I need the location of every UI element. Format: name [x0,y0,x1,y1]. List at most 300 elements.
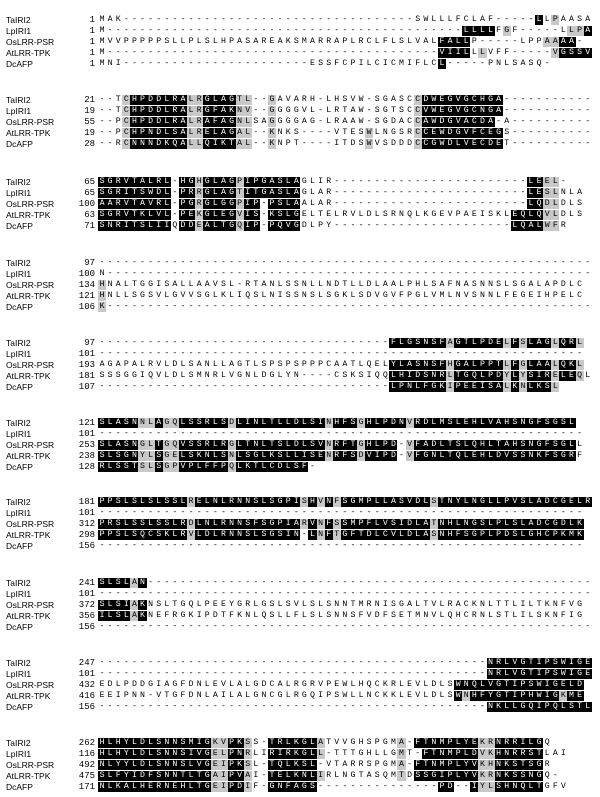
residue: K [504,771,510,780]
residue: - [455,669,461,678]
residue: P [123,680,129,689]
residue: A [131,578,137,587]
residue: - [479,37,485,46]
residue: - [326,15,332,24]
sequence-residues [98,589,592,599]
residue: S [544,418,550,427]
residue: A [520,59,526,68]
sequence-residues [98,15,592,25]
residue: - [423,429,429,438]
residue: - [310,15,315,24]
residue: - [560,578,566,587]
residue: L [212,360,218,369]
residue: S [512,280,518,289]
sequence-residues [98,95,592,105]
residue: - [148,382,154,391]
residue: - [358,589,364,598]
sequence-residues [98,382,559,392]
residue: K [269,128,275,137]
residue: Y [123,738,129,747]
residue: - [156,26,162,35]
residue: P [277,519,283,528]
residue: L [382,497,388,506]
residue: - [447,302,453,311]
residue: G [552,519,558,528]
residue: - [496,302,502,311]
residue: Y [123,760,129,769]
residue: S [245,760,251,769]
alignment-row [0,451,600,461]
residue: - [479,702,485,711]
residue: A [423,440,429,449]
residue: D [140,760,145,769]
residue: - [350,15,356,24]
residue: A [423,519,429,528]
residue: V [504,451,510,460]
residue: G [301,738,307,747]
residue: - [390,622,396,631]
residue: L [415,519,421,528]
residue: C [123,117,129,126]
residue: - [431,658,437,667]
residue: - [277,26,283,35]
residue: L [488,600,493,609]
residue: T [237,95,243,104]
residue: G [488,95,493,104]
residue: L [220,360,226,369]
residue: S [99,578,105,587]
residue: - [293,541,299,550]
residue: E [496,139,502,148]
residue: L [107,760,113,769]
residue: - [285,59,291,68]
residue: - [172,177,178,186]
residue: P [399,382,404,391]
residue: A [180,128,186,137]
residue: S [520,338,526,347]
residue: - [585,128,591,137]
residue: P [488,59,493,68]
residue: - [156,589,162,598]
residue: - [350,221,356,230]
residue: E [156,611,162,620]
residue: L [585,371,591,380]
residue: - [204,702,210,711]
residue: - [528,139,534,148]
residue: S [277,451,283,460]
residue: V [390,291,396,300]
residue: - [358,702,364,711]
residue: - [164,302,170,311]
residue: E [196,221,202,230]
residue: F [560,600,566,609]
residue: - [188,541,194,550]
residue: - [156,59,162,68]
residue: P [156,37,162,46]
sequence-residues [98,302,592,312]
residue: - [560,177,566,186]
residue: - [293,269,299,278]
residue: A [528,221,534,230]
residue: - [99,139,105,148]
residue: C [326,360,332,369]
residue: L [285,440,291,449]
residue: - [326,338,332,347]
residue: - [156,429,162,438]
residue: S [115,600,121,609]
residue: T [334,749,340,758]
residue: - [390,349,396,358]
residue: G [382,95,388,104]
residue: S [390,600,396,609]
residue: E [471,738,477,747]
residue: - [148,338,154,347]
residue: - [261,382,267,391]
residue: - [237,338,243,347]
residue: - [569,117,574,126]
residue: - [479,302,485,311]
residue: N [164,760,170,769]
residue: - [204,429,210,438]
residue: - [585,269,591,278]
alignment-row [0,302,600,312]
residue: D [390,117,396,126]
residue: V [220,680,226,689]
residue: Q [172,440,178,449]
residue: - [326,382,332,391]
residue: A [293,519,299,528]
sequence-name: DcAFP [6,782,33,792]
residue: I [318,771,324,780]
residue: L [447,15,453,24]
residue: - [277,589,283,598]
residue: R [310,680,315,689]
residue: H [310,497,315,506]
residue: C [544,530,550,539]
residue: - [374,269,380,278]
residue: - [512,541,518,550]
residue: - [528,578,534,587]
residue: - [140,658,145,667]
residue: K [479,771,485,780]
residue: A [172,280,178,289]
residue: - [447,622,453,631]
residue: D [544,497,550,506]
residue: N [140,578,145,587]
residue: - [261,738,267,747]
residue: - [374,48,380,57]
residue: - [172,669,178,678]
residue: - [471,622,477,631]
residue: D [358,451,364,460]
residue: - [164,349,170,358]
residue: D [140,771,145,780]
residue: T [164,691,170,700]
residue: H [366,749,372,758]
residue: - [536,589,542,598]
residue: L [196,530,202,539]
residue: - [569,258,574,267]
residue: V [544,210,550,219]
residue: Y [488,691,493,700]
alignment-row [0,59,600,69]
residue: - [479,429,485,438]
residue: - [512,117,518,126]
residue: N [140,139,145,148]
residue-start-number: 156 [78,622,95,632]
residue: - [326,128,332,137]
residue: - [123,48,129,57]
residue: - [123,302,129,311]
residue: D [560,519,566,528]
residue: L [285,451,291,460]
residue: - [415,349,421,358]
residue: Q [544,771,550,780]
residue: V [512,669,518,678]
residue: - [318,382,324,391]
residue: L [253,760,259,769]
residue: L [374,280,380,289]
residue: - [528,622,534,631]
residue: - [318,48,324,57]
residue: - [358,382,364,391]
residue: P [140,95,145,104]
residue: - [107,702,113,711]
residue: - [107,128,113,137]
residue: - [261,26,267,35]
residue: - [261,210,267,219]
residue: - [99,669,105,678]
residue: - [285,338,291,347]
residue: - [140,702,145,711]
residue: - [172,59,178,68]
residue: R [245,749,251,758]
residue: G [229,199,234,208]
residue: - [253,541,259,550]
residue: N [496,59,502,68]
residue: I [164,221,170,230]
residue: - [536,106,542,115]
residue: L [188,139,194,148]
residue: - [366,658,372,667]
residue: - [471,429,477,438]
residue: - [407,177,413,186]
residue: - [164,622,170,631]
residue: P [188,462,194,471]
sequence-name: DcAFP [6,59,33,69]
residue: - [471,589,477,598]
residue: V [229,371,234,380]
residue: - [310,338,315,347]
residue: - [310,371,315,380]
residue: - [253,128,259,137]
residue: L [471,15,477,24]
residue: - [358,302,364,311]
residue: - [301,338,307,347]
residue: G [237,371,243,380]
residue: S [569,702,574,711]
residue: K [196,210,202,219]
residue: - [253,658,259,667]
residue: T [455,371,461,380]
residue: - [390,782,396,791]
residue: W [423,15,429,24]
residue: - [237,59,243,68]
residue: - [423,302,429,311]
residue: - [164,338,170,347]
residue: R [326,177,332,186]
residue: - [293,429,299,438]
residue: S [310,451,315,460]
residue: L [382,360,388,369]
residue: V [148,199,154,208]
residue: P [237,177,243,186]
residue: - [415,749,421,758]
residue: - [293,658,299,667]
residue: - [164,589,170,598]
residue: L [212,95,218,104]
residue: D [488,139,493,148]
residue: - [463,508,469,517]
residue: - [496,578,502,587]
residue: Q [229,462,234,471]
residue: G [455,128,461,137]
residue: A [544,37,550,46]
residue: D [407,530,413,539]
residue: - [326,371,332,380]
residue-start-number: 21 [84,95,95,105]
residue: - [585,258,591,267]
residue: S [99,600,105,609]
residue: - [253,269,259,278]
residue: M [358,600,364,609]
sequence-residues [98,669,592,679]
residue: - [301,429,307,438]
residue: G [180,600,186,609]
residue: K [536,382,542,391]
residue-start-number: 1 [89,15,95,25]
residue: - [374,15,380,24]
residue: - [253,26,259,35]
residue: D [293,440,299,449]
residue: D [237,782,243,791]
residue: - [253,95,259,104]
residue: S [350,451,356,460]
residue: - [334,429,340,438]
residue: - [439,429,445,438]
residue: - [107,429,113,438]
residue: - [447,702,453,711]
alignment-row [0,117,600,127]
residue: - [358,199,364,208]
residue: A [253,37,259,46]
residue: - [585,578,591,587]
residue: - [439,578,445,587]
residue: - [156,15,162,24]
residue: A [107,15,113,24]
residue: N [342,611,348,620]
residue: - [318,139,324,148]
sequence-name: DcAFP [6,541,33,551]
residue: L [253,749,259,758]
residue: L [471,26,477,35]
residue: - [407,15,413,24]
residue: - [301,349,307,358]
residue: K [479,760,485,769]
sequence-name: OsLRR-PSR [6,680,55,690]
residue: L [180,371,186,380]
residue: - [237,302,243,311]
residue: A [196,280,202,289]
residue: - [520,95,526,104]
residue: - [455,782,461,791]
residue: I [536,291,542,300]
residue: L [569,519,574,528]
residue: E [471,382,477,391]
residue: - [301,48,307,57]
residue: N [455,291,461,300]
residue: P [455,210,461,219]
residue: T [536,600,542,609]
residue: A [140,177,145,186]
residue: L [399,530,404,539]
residue: V [463,139,469,148]
residue: V [115,37,121,46]
alignment-row [0,530,600,540]
residue: Y [504,371,510,380]
residue: - [407,702,413,711]
residue: V [407,440,413,449]
residue: L [560,371,566,380]
residue: - [463,669,469,678]
residue: G [455,360,461,369]
residue: N [131,418,137,427]
residue: S [277,210,283,219]
residue: - [277,382,283,391]
residue: T [496,360,502,369]
sequence-name: LpIRI1 [6,26,32,36]
residue: N [326,280,332,289]
residue: L [140,360,145,369]
alignment-row [0,541,600,551]
residue: A [318,199,324,208]
residue: L [528,611,534,620]
residue: M [439,738,445,747]
residue: G [577,669,583,678]
alignment-row [0,221,600,231]
residue: - [577,37,583,46]
residue: G [463,371,469,380]
residue: - [382,429,388,438]
residue: - [399,702,404,711]
residue: - [585,117,591,126]
residue: - [164,48,170,57]
residue: - [399,669,404,678]
residue: W [544,221,550,230]
residue-start-number: 101 [78,589,95,599]
residue: - [512,15,518,24]
residue: - [245,59,251,68]
residue: A [577,188,583,197]
residue: - [342,269,348,278]
residue: - [204,48,210,57]
residue: N [212,497,218,506]
residue: - [415,26,421,35]
sequence-residues [98,210,584,220]
alignment-row [0,782,600,792]
residue: L [528,199,534,208]
residue: - [301,59,307,68]
